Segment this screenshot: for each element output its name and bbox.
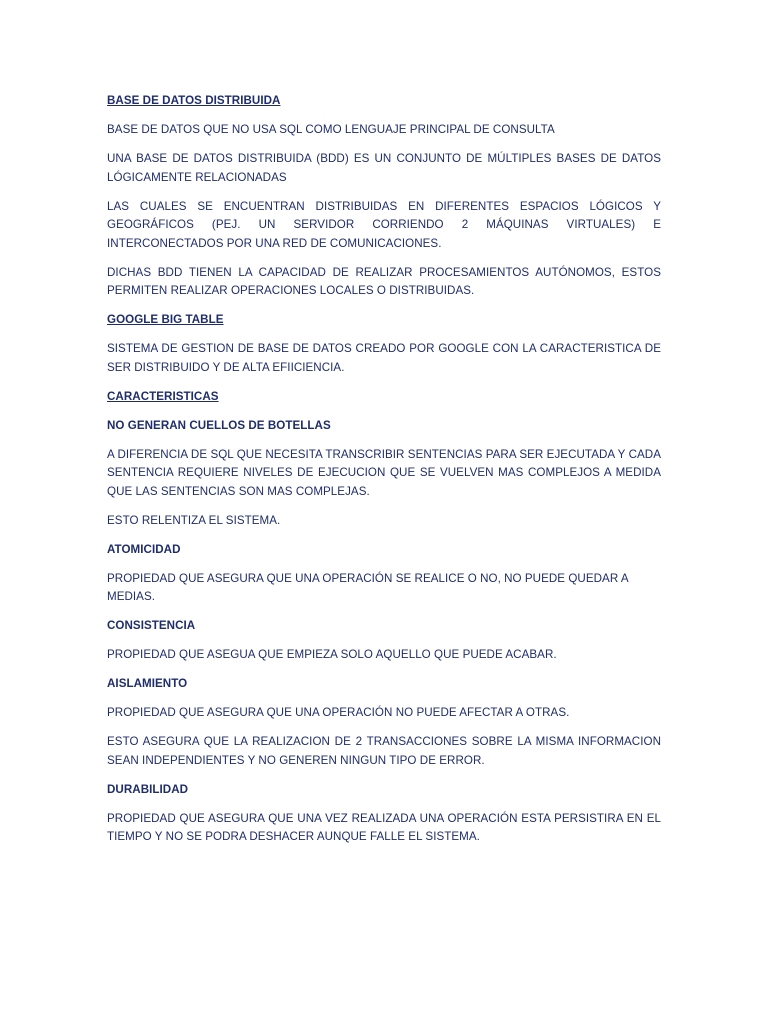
paragraph: PROPIEDAD QUE ASEGURA QUE UNA OPERACIÓN SE REALICE O NO, NO PUEDE QUEDAR A MEDIAS. bbox=[107, 571, 629, 603]
paragraph: DICHAS BDD TIENEN LA CAPACIDAD DE REALIZAR PROCESAMIENTOS AUTÓNOMOS, ESTOS PERMITEN REALIZAR OPERACIONES LOCALES O DISTRIBUIDAS. bbox=[107, 265, 661, 297]
subheading-consistencia: CONSISTENCIA bbox=[107, 619, 196, 632]
document-page bbox=[107, 92, 661, 857]
section-heading-caracteristicas: CARACTERISTICAS bbox=[107, 389, 219, 403]
subheading-durabilidad: DURABILIDAD bbox=[107, 782, 189, 796]
paragraph: PROPIEDAD QUE ASEGURA QUE UNA OPERACIÓN NO PUEDE AFECTAR A OTRAS. bbox=[107, 706, 570, 719]
paragraph: PROPIEDAD QUE ASEGURA QUE UNA VEZ REALIZADA UNA OPERACIÓN ESTA PERSISTIRA EN EL TIEMPO Y NO SE PODRA DESHACER AUNQUE FALLE EL SISTEMA. bbox=[107, 811, 661, 843]
paragraph: ESTO RELENTIZA EL SISTEMA. bbox=[107, 513, 281, 527]
paragraph: BASE DE DATOS QUE NO USA SQL COMO LENGUAJE PRINCIPAL DE CONSULTA bbox=[107, 123, 555, 136]
subheading-atomicidad: ATOMICIDAD bbox=[107, 542, 181, 556]
paragraph: PROPIEDAD QUE ASEGUA QUE EMPIEZA SOLO AQUELLO QUE PUEDE ACABAR. bbox=[107, 648, 557, 661]
paragraph: SISTEMA DE GESTION DE BASE DE DATOS CREADO POR GOOGLE CON LA CARACTERISTICA DE SER DISTRIBUIDO Y DE ALTA EFIICIENCIA. bbox=[107, 342, 661, 374]
paragraph: LAS CUALES SE ENCUENTRAN DISTRIBUIDAS EN DIFERENTES ESPACIOS LÓGICOS Y GEOGRÁFICOS (PEJ. UN SERVIDOR CORRIENDO 2 MÁQUINAS VIRTUALES) E INTERCONECTADOS POR UNA RED DE COMUNICACIONES. bbox=[107, 199, 661, 250]
subheading-aislamiento: AISLAMIENTO bbox=[107, 677, 188, 690]
section-heading-base-de-datos-distribuida: BASE DE DATOS DISTRIBUIDA bbox=[107, 94, 281, 107]
paragraph: ESTO ASEGURA QUE LA REALIZACION DE 2 TRANSACCIONES SOBRE LA MISMA INFORMACION SEAN INDEPENDIENTES Y NO GENEREN NINGUN TIPO DE ERROR. bbox=[107, 735, 661, 767]
section-heading-google-big-table: GOOGLE BIG TABLE bbox=[107, 313, 224, 326]
paragraph: UNA BASE DE DATOS DISTRIBUIDA (BDD) ES UN CONJUNTO DE MÚLTIPLES BASES DE DATOS LÓGICAMENTE RELACIONADAS bbox=[107, 152, 661, 184]
subheading-no-generan-cuellos-de-botellas: NO GENERAN CUELLOS DE BOTELLAS bbox=[107, 418, 331, 432]
paragraph: A DIFERENCIA DE SQL QUE NECESITA TRANSCRIBIR SENTENCIAS PARA SER EJECUTADA Y CADA SENTENCIA REQUIERE NIVELES DE EJECUCION QUE SE VUELVEN MAS COMPLEJOS A MEDIDA QUE LAS SENTENCIAS SON MAS COMPLEJAS. bbox=[107, 447, 661, 498]
